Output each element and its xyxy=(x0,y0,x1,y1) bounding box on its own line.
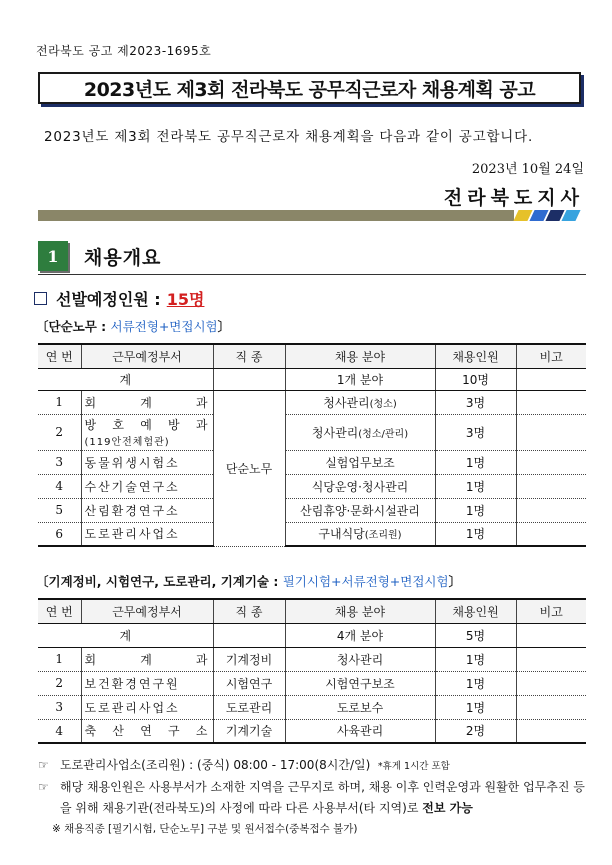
table-row: 4 축 산 연 구 소 기계기술 사육관리 2명 xyxy=(38,719,586,743)
group1-type: 〔단순노무 : xyxy=(36,319,107,334)
header-job-type: 직 종 xyxy=(213,344,285,368)
job-type-cell: 단순노무 xyxy=(213,390,285,546)
pointing-hand-icon: ☞ xyxy=(38,780,49,794)
header-job-type: 직 종 xyxy=(213,599,285,623)
quota-line xyxy=(34,287,204,310)
note1-text: 도로관리사업소(조리원) : (중식) 08:00 - 17:00(8시간/일) xyxy=(60,758,371,772)
table-row: 2 보건환경연구원 시험연구 시험연구보조 1명 xyxy=(38,671,586,695)
table-row: 5 산림환경연구소 산림휴양·문화시설관리 1명 xyxy=(38,498,586,522)
intro-text: 2023년도 제3회 전라북도 공무직근로자 채용계획을 다음과 같이 공고합니다. xyxy=(44,129,534,145)
issuer-name: 전라북도지사 xyxy=(443,187,584,209)
quota-value: 15명 xyxy=(166,290,205,309)
pointing-hand-icon: ☞ xyxy=(38,758,49,772)
header-remarks: 비고 xyxy=(516,599,586,623)
table-row: 3 도로관리사업소 도로관리 도로보수 1명 xyxy=(38,695,586,719)
note-item xyxy=(38,755,588,777)
notice-number: 전라북도 공고 제2023-1695호 xyxy=(36,44,212,58)
note-item xyxy=(38,777,588,819)
table-row: 1 회 계 과 기계정비 청사관리 1명 xyxy=(38,647,586,671)
total-field: 4개 분야 xyxy=(285,623,435,647)
header-dept: 근무예정부서 xyxy=(81,599,213,623)
checkbox-icon xyxy=(34,292,47,305)
group1-heading: 〔단순노무 : 서류전형+면접시험〕 xyxy=(36,319,231,334)
notice-date: 2023년 10월 24일 xyxy=(471,162,584,177)
group2-methods: 필기시험+서류전형+면접시험 xyxy=(282,574,449,589)
section-title: 채용개요 xyxy=(84,247,162,269)
header-dept: 근무예정부서 xyxy=(81,344,213,368)
document-title: 2023년도 제3회 전라북도 공무직근로자 채용계획 공고 xyxy=(38,72,581,104)
table-row: 6 도로관리사업소 구내식당(조리원) 1명 xyxy=(38,522,586,546)
group2-type: 〔기계정비, 시험연구, 도로관리, 기계기술 : xyxy=(36,574,279,589)
header-field: 채용 분야 xyxy=(285,599,435,623)
header-field: 채용 분야 xyxy=(285,344,435,368)
header-count: 채용인원 xyxy=(435,599,516,623)
table-row: 3 동물위생시험소 실험업무보조 1명 xyxy=(38,450,586,474)
notes xyxy=(38,755,588,840)
section-number: 1 xyxy=(38,241,68,271)
header-count: 채용인원 xyxy=(435,344,516,368)
quota-label: 선발예정인원 : xyxy=(56,290,161,309)
total-count: 5명 xyxy=(435,623,516,647)
table-row: 2 방 호 예 방 과 (119안전체험관) 청사관리(청소/관리) 3명 xyxy=(38,414,586,450)
note2-text: 해당 채용인원은 사용부서가 소재한 지역을 근무지로 하며, 채용 이후 인력운영과 원활한 업무추진 등을 위해 채용기관(전라북도)의 사정에 따라 다른 사용부서(타 지역)로 xyxy=(60,780,585,815)
table-technical xyxy=(38,598,586,744)
section-divider xyxy=(38,274,586,275)
total-field: 1개 분야 xyxy=(285,368,435,390)
group1-methods: 서류전형+면접시험 xyxy=(110,319,218,334)
table-row: 1 회 계 과 단순노무 청사관리(청소) 3명 xyxy=(38,390,586,414)
table-row: 4 수산기술연구소 식당운영·청사관리 1명 xyxy=(38,474,586,498)
total-label: 계 xyxy=(38,368,213,390)
header-no: 연 번 xyxy=(38,344,81,368)
total-label: 계 xyxy=(38,623,213,647)
decorative-band xyxy=(38,210,586,221)
note3-text: ※ 채용직종 [필기시험, 단순노무] 구분 및 원서접수(중복접수 불가) xyxy=(52,823,358,835)
header-remarks: 비고 xyxy=(516,344,586,368)
note1-small: *휴게 1시간 포함 xyxy=(377,761,450,772)
total-count: 10명 xyxy=(435,368,516,390)
note2-bold: 전보 가능 xyxy=(422,801,473,815)
group2-heading: 〔기계정비, 시험연구, 도로관리, 기계기술 : 필기시험+서류전형+면접시험〕 xyxy=(36,574,462,589)
header-no: 연 번 xyxy=(38,599,81,623)
table-simple-labor xyxy=(38,343,586,547)
